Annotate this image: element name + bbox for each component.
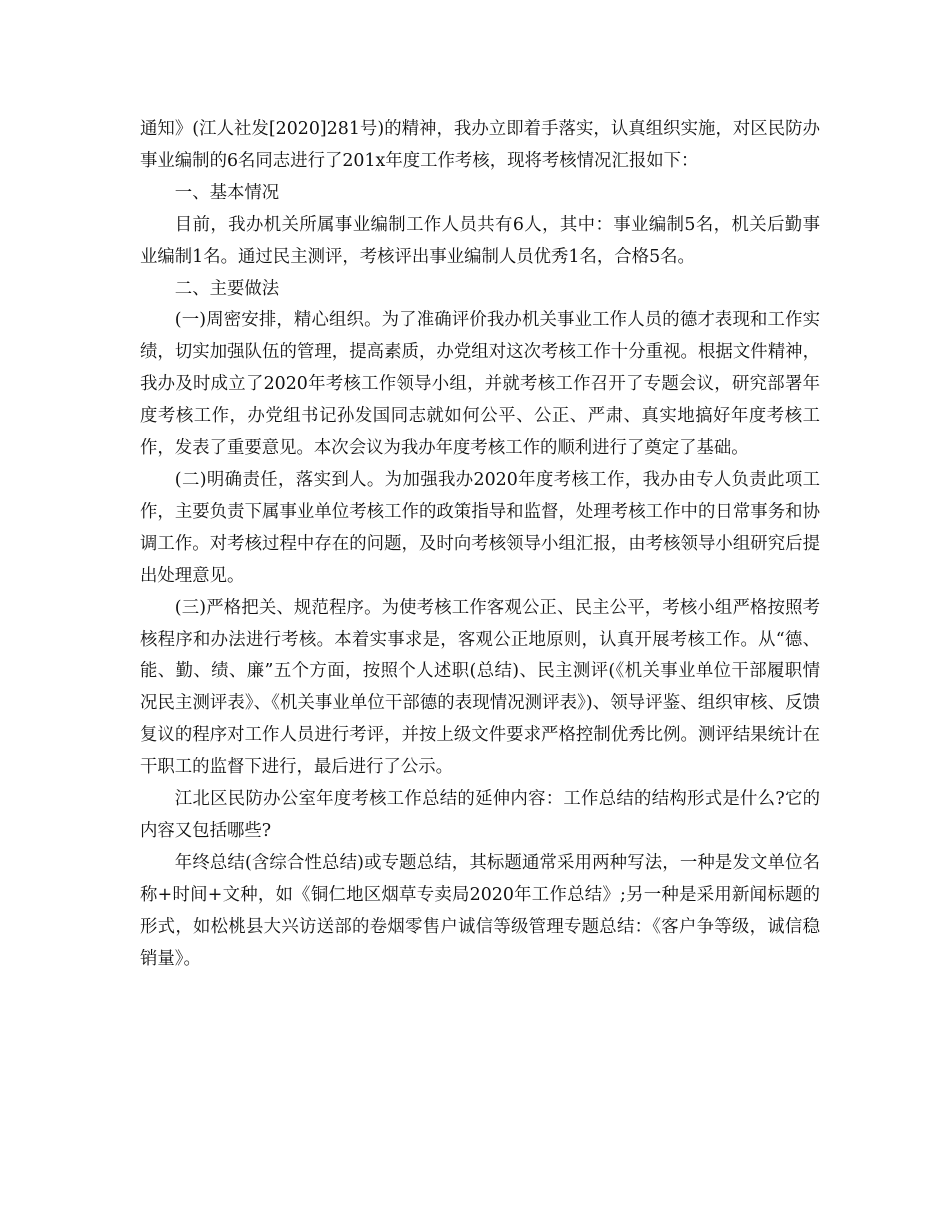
heading-basic-situation: 一、基本情况 (174, 182, 280, 203)
paragraph-staff-summary: 目前，我办机关所属事业编制工作人员共有6人，其中：事业编制5名，机关后勤事业编制1名。通过民主测评，考核评出事业编制人员优秀1名，合格5名。 (140, 214, 820, 267)
paragraph-extension-question: 江北区民防办公室年度考核工作总结的延伸内容：工作总结的结构形式是什么?它的内容又包括哪些? (140, 789, 820, 841)
paragraph-title-formats: 年终总结(含综合性总结)或专题总结，其标题通常采用两种写法，一种是发文单位名称+时间+文种，如《铜仁地区烟草专卖局2020年工作总结》;另一种是采用新闻标题的形式，如松桃县大兴访送部的卷烟零售户诚信等级管理专题总结：《客户争等级，诚信稳销量》。 (140, 852, 820, 969)
heading-main-practices: 二、主要做法 (174, 278, 280, 299)
paragraph-practice-one: (一)周密安排，精心组织。为了准确评价我办机关事业工作人员的德才表现和工作实绩，切实加强队伍的管理，提高素质，办党组对这次考核工作十分重视。根据文件精神，我办及时成立了2020年考核工作领导小组，并就考核工作召开了专题会议，研究部署年度考核工作，办党组书记孙发国同志就如何公平、公正、严肃、真实地搞好年度考核工作，发表了重要意见。本次会议为我办年度考核工作的顺利进行了奠定了基础。 (140, 310, 820, 459)
document-body (140, 114, 820, 975)
paragraph-intro-continuation: 通知》(江人社发[2020]281号)的精神，我办立即着手落实，认真组织实施，对区民防办事业编制的6名同志进行了201x年度工作考核，现将考核情况汇报如下： (140, 119, 820, 171)
paragraph-practice-two: (二)明确责任，落实到人。为加强我办2020年度考核工作，我办由专人负责此项工作，主要负责下属事业单位考核工作的政策指导和监督，处理考核工作中的日常事务和协调工作。对考核过程中存在的问题，及时向考核领导小组汇报，由考核领导小组研究后提出处理意见。 (140, 469, 820, 586)
paragraph-practice-three: (三)严格把关、规范程序。为使考核工作客观公正、民主公平，考核小组严格按照考核程序和办法进行考核。本着实事求是，客观公正地原则，认真开展考核工作。从“德、能、勤、绩、廉”五个方面，按照个人述职(总结)、民主测评(《机关事业单位干部履职情况民主测评表》、《机关事业单位干部德的表现情况测评表》)、领导评鉴、组织审核、反馈复议的程序对工作人员进行考评，并按上级文件要求严格控制优秀比例。测评结果统计在干职工的监督下进行，最后进行了公示。 (140, 597, 820, 778)
